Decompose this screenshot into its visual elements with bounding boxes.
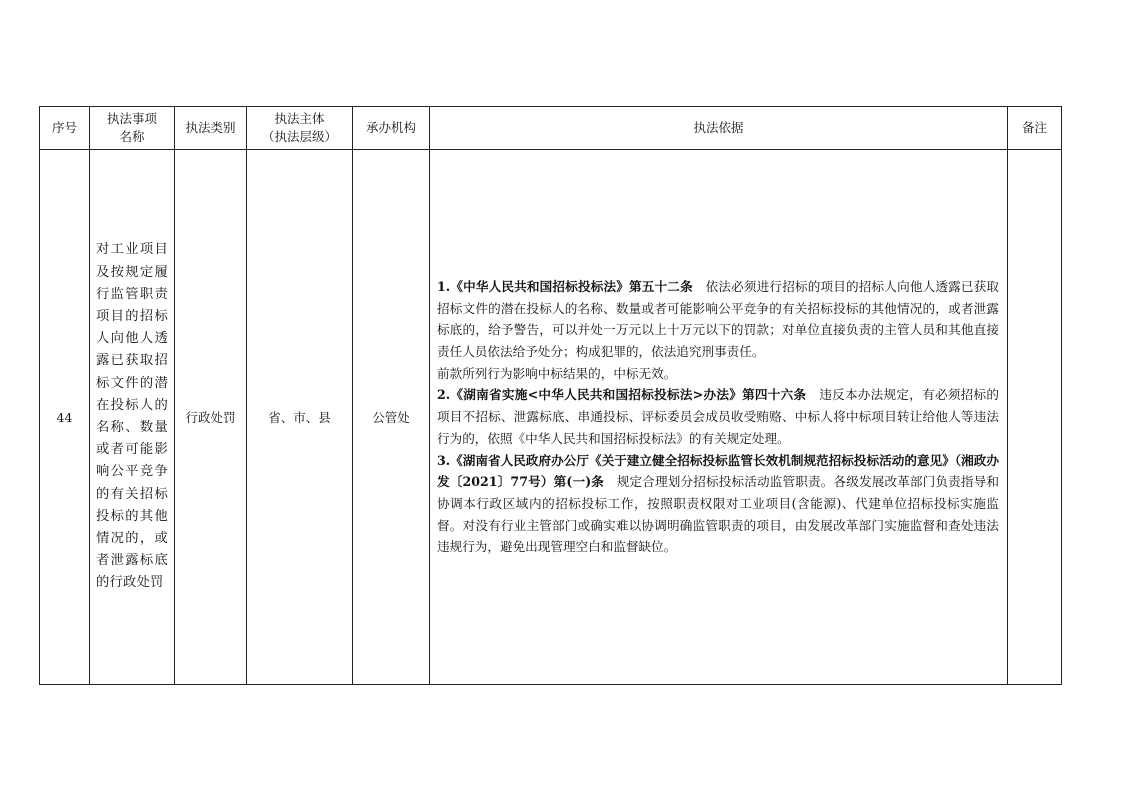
header-remark-label: 备注 <box>1021 120 1047 135</box>
table-row <box>40 150 1062 685</box>
basis-clause-1-text: 依法必须进行招标的项目的招标人向他人透露已获取招标文件的潜在投标人的名称、数量或者可能影响公平竞争的有关招标投标的其他情况的，或者泄露标底的，给予警告，可以并处一万元以上十万元以下的罚款；对单位直接负责的主管人员和其他直接责任人员依法给予处分；构成犯罪的，依法追究刑事责任。 <box>437 278 1000 360</box>
item-name-text: 对工业项目及按规定履行监管职责项目的招标人向他人透露已获取招标文件的潜在投标人的名称、数量或者可能影响公平竞争的有关招标投标的其他情况的，或者泄露标底的行政处罚 <box>96 242 168 591</box>
enforcement-table <box>39 106 1062 685</box>
cell-category: 行政处罚 <box>175 150 247 685</box>
basis-clause-2-title: 2.《湖南省实施<中华人民共和国招标投标法>办法》第四十六条 <box>437 387 807 403</box>
header-item-name-line2: 名称 <box>119 129 145 144</box>
basis-clause-1 <box>437 276 999 363</box>
basis-clause-3-title: 3.《湖南省人民政府办公厅《关于建立健全招标投标监管长效机制规范招标投标活动的意见》（湘政办发〔2021〕77号）第(一)条 <box>437 452 999 490</box>
cell-item-name <box>90 150 175 685</box>
header-subject-line1: 执法主体 <box>274 111 325 126</box>
basis-clause-2-text: 违反本办法规定，有必须招标的项目不招标、泄露标底、串通投标、评标委员会成员收受贿赂、中标人将中标项目转让给他人等违法行为的，依照《中华人民共和国招标投标法》的有关规定处理。 <box>437 387 999 446</box>
header-basis-label: 执法依据 <box>693 120 744 135</box>
header-remark <box>1008 107 1062 150</box>
header-row <box>40 107 1062 150</box>
cell-level: 省、市、县 <box>247 150 353 685</box>
cell-remark <box>1008 150 1062 685</box>
header-category <box>175 107 247 150</box>
cell-seq: 44 <box>40 150 90 685</box>
header-basis <box>430 107 1008 150</box>
header-item-name-line1: 执法事项 <box>106 111 157 126</box>
basis-clause-1b-text: 前款所列行为影响中标结果的，中标无效。 <box>437 365 677 381</box>
header-category-label: 执法类别 <box>185 120 236 135</box>
basis-text <box>430 276 1007 558</box>
header-agency <box>353 107 430 150</box>
header-seq-label: 序号 <box>51 120 77 135</box>
header-item-name <box>90 107 175 150</box>
basis-clause-3 <box>437 450 999 559</box>
basis-clause-3-text: 规定合理划分招标投标活动监管职责。各级发展改革部门负责指导和协调本行政区域内的招标投标工作，按照职责权限对工业项目(含能源)、代建单位招标投标实施监督。对没有行业主管部门或确实难以协调明确监管职责的项目，由发展改革部门实施监督和查处违法违规行为，避免出现管理空白和监督缺位。 <box>437 474 1000 555</box>
basis-clause-1-title: 1.《中华人民共和国招标投标法》第五十二条 <box>437 278 693 294</box>
header-seq <box>40 107 90 150</box>
header-subject <box>247 107 353 150</box>
header-subject-line2: （执法层级） <box>261 129 337 144</box>
cell-basis <box>430 150 1008 685</box>
header-agency-label: 承办机构 <box>365 120 416 135</box>
basis-clause-1b <box>437 363 999 385</box>
cell-agency: 公管处 <box>353 150 430 685</box>
basis-clause-2 <box>437 384 999 449</box>
